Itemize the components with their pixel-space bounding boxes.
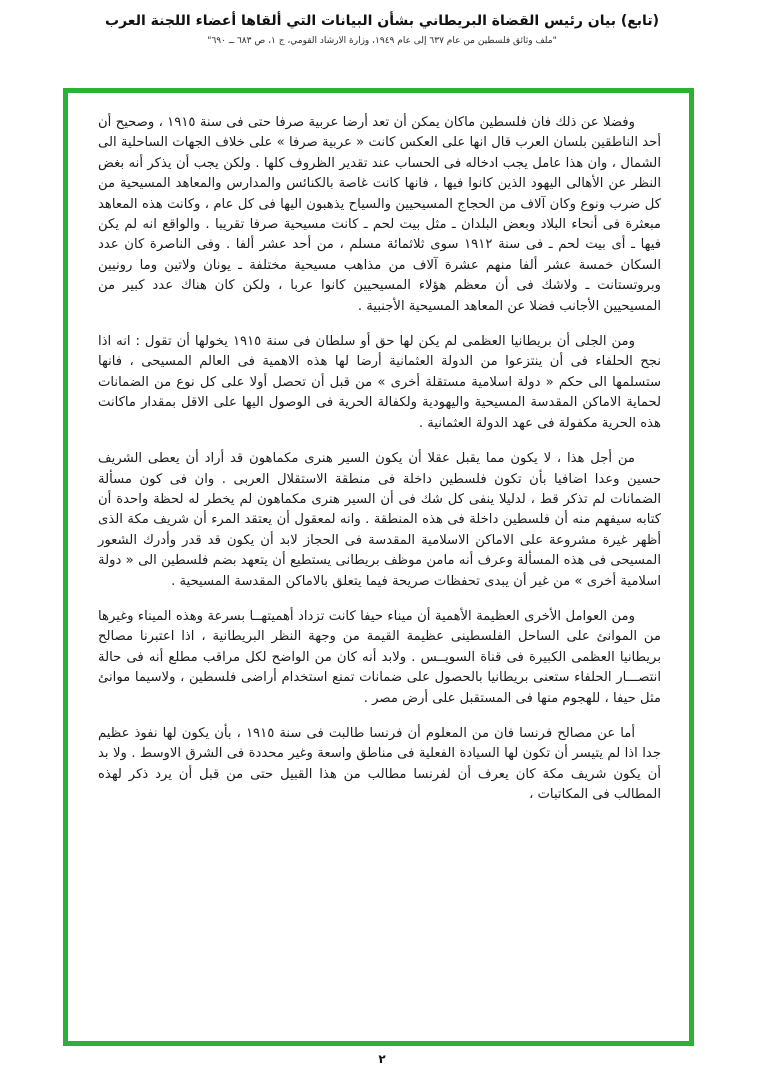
source-citation: "ملف وثائق فلسطين من عام ٦٣٧ إلى عام ١٩٤٩، وزارة الارشاد القومي، ج ١، ص ٦٨٣ ــ ٦٩٠" (207, 36, 557, 46)
page-number: ٢ (378, 1052, 386, 1066)
green-border-frame (63, 88, 694, 1046)
document-body (68, 93, 689, 829)
body-paragraph: أما عن مصالح فرنسا فان من المعلوم أن فرنسا طالبت فى سنة ١٩١٥ ، بأن يكون لها نفوذ عظيم جدا اذا لم يتيسر أن تكون لها السيادة الفعلية فى مناطق واسعة وغير محددة فى الشرق الاوسط . ولا بد أن يكون شريف مكة كان يعرف أن لفرنسا مطالب من هذا القبيل حتى من قبل أن يرد ذكر لهذه المطالب فى المكاتبات ، (98, 725, 661, 803)
body-paragraph: وفضلا عن ذلك فان فلسطين ماكان يمكن أن تعد أرضا عربية صرفا حتى فى سنة ١٩١٥ ، وصحيح أن أحد الناطقين بلسان العرب قال انها على العكس كانت « عربية صرفا » على خلاف الجهات الساحلية الى الشمال ، وان هذا عامل يجب ادخاله فى الحساب عند تقدير الظروف كلها . ولكن يجب أن يذكر أنه بغض النظر عن الأهالى اليهود الذين كانوا فيها ، فانها كانت غاصة بالكنائس والمدارس والمعاهد المسيحية من كل ضرب ونوع وكان آلاف من الحجاج المسيحيين والسياح يذهبون اليها فى كل عام ، وكانت هذه المعاهد مبعثرة فى أنحاء البلاد وبعض البلدان ـ مثل بيت لحم ـ كانت مسيحية صرفا تقريبا . والواقع انه لم يكن فيها ـ أى بيت لحم ـ فى سنة ١٩١٢ سوى ثلاثمائة مسلم ، من أحد عشر ألفا . وفى الناصرة كان عدد السكان خمسة عشر ألفا منهم عشرة آلاف من مذاهب مسيحية مختلفة ـ يونان ولاتين وما رونيين وبروتستانت ـ ولاشك فى أن معظم هؤلاء المسيحيين كانوا عربا ، ولكن كان هناك عدد كبير من المسيحيين الأجانب فضلا عن المعاهد المسيحية الأجنبية . (98, 115, 661, 314)
body-paragraph: من أجل هذا ، لا يكون مما يقبل عقلا أن يكون السير هنرى مكماهون قد أراد أن يعطى الشريف حسين وعدا اضافيا بأن تكون فلسطين داخلة فى منطقة الاستقلال العربى . وان فى كون مسألة الضمانات لم تذكر قط ، لدليلا ينفى كل شك فى أن السير هنرى مكماهون لم يخطر له لحظة واحدة أن كتابه سيفهم منه أن فلسطين داخلة فى هذه المنطقة . وانه لمعقول أن يعتقد المرء أن شريف مكة الذى أظهر غيرة مشروعة على الاماكن الاسلامية المقدسة فى الحجاز لابد أن يكون قد قدر وأدرك الشعور المسيحى فى هذه المسألة وعرف أنه مامن موظف بريطانى يستطيع أن يتعهد بضم فلسطين الى « دولة اسلامية أخرى » من غير أن يبدى تحفظات صريحة فيما يتعلق بالاماكن المقدسة المسيحية . (98, 451, 661, 589)
body-paragraph: ومن الجلى أن بريطانيا العظمى لم يكن لها حق أو سلطان فى سنة ١٩١٥ يخولها أن تقول : انه اذا نجح الحلفاء فى أن ينتزعوا من الدولة العثمانية أرضا لها هذه الاهمية فى العالم المسيحى ، فانها ستسلمها الى حكم « دولة اسلامية مستقلة أخرى » من قبل أن تحصل أولا على كل نوع من الضمانات لحماية الاماكن المقدسة المسيحية واليهودية ولكفالة الحرية فى الوصول اليها على الاقل بمقدار ماكانت هذه الحرية مكفولة فى عهد الدولة العثمانية . (98, 334, 661, 431)
body-paragraph: ومن العوامل الأخرى العظيمة الأهمية أن ميناء حيفا كانت تزداد أهميتهــا بسرعة وهذه الميناء وغيرها من الموانئ على الساحل الفلسطينى عظيمة القيمة من وجهة النظر البريطانية ، اذا اعتبرنا مصالح بريطانيا العظمى الكبيرة فى قناة السويــس . ولابد أنه كان من الواضح لكل مراقب مطلع أنه فى حالة انتصـــار الحلفاء ستعنى بريطانيا بالحصول على ضمانات تمنع استخدام أراضى فلسطين ، ولاسيما موانئ مثل حيفا ، للهجوم منها فى المستقبل على أرض مصر . (98, 608, 661, 706)
document-title: (تابع) بيان رئيس القضاة البريطاني بشأن البيانات التي ألقاها أعضاء اللجنة العرب (105, 13, 659, 29)
page-header (0, 0, 764, 46)
